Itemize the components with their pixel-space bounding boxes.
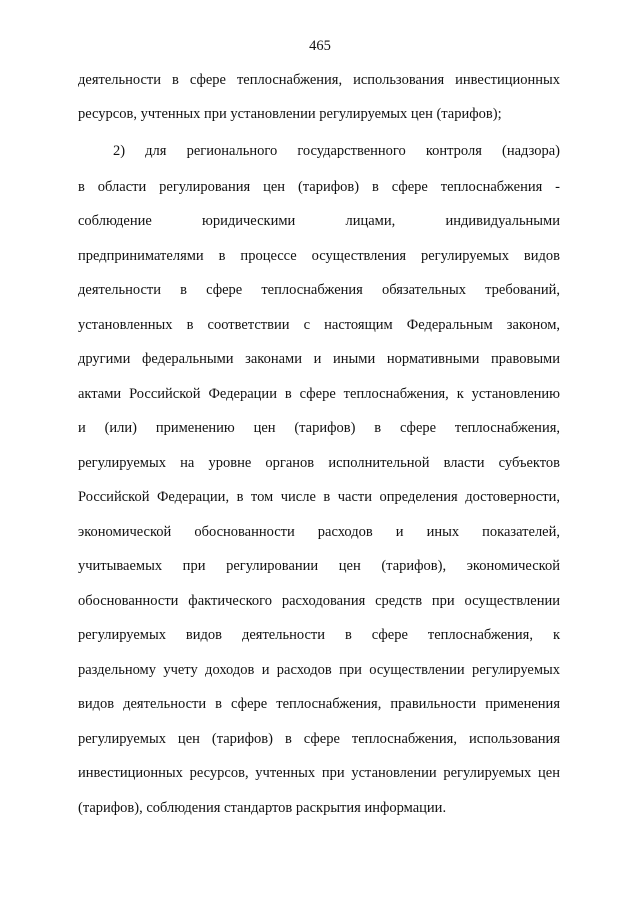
text-line-7: деятельности в сфере теплоснабжения обязательных требований, — [78, 282, 560, 298]
text-line-16: обоснованности фактического расходования средств при осуществлении — [78, 593, 560, 609]
text-line-13: Российской Федерации, в том числе в части определения достоверности, — [78, 489, 560, 505]
text-line-12: регулируемых на уровне органов исполнительной власти субъектов — [78, 455, 560, 471]
text-line-9: другими федеральными законами и иными нормативными правовыми — [78, 351, 560, 367]
text-line-11: и (или) применению цен (тарифов) в сфере теплоснабжения, — [78, 420, 560, 436]
text-line-8: установленных в соответствии с настоящим Федеральным законом, — [78, 317, 560, 333]
text-line-22: (тарифов), соблюдения стандартов раскрытия информации. — [78, 800, 447, 816]
text-line-2: ресурсов, учтенных при установлении регулируемых цен (тарифов); — [78, 106, 502, 122]
text-line-4: в области регулирования цен (тарифов) в сфере теплоснабжения - — [78, 179, 560, 195]
text-line-17: регулируемых видов деятельности в сфере теплоснабжения, к — [78, 627, 560, 643]
text-line-20: регулируемых цен (тарифов) в сфере теплоснабжения, использования — [78, 731, 560, 747]
text-line-14: экономической обоснованности расходов и иных показателей, — [78, 524, 560, 540]
text-line-6: предпринимателями в процессе осуществления регулируемых видов — [78, 248, 560, 264]
text-line-5: соблюдение юридическими лицами, индивидуальными — [78, 213, 560, 229]
text-line-18: раздельному учету доходов и расходов при осуществлении регулируемых — [78, 662, 560, 678]
text-line-10: актами Российской Федерации в сфере теплоснабжения, к установлению — [78, 386, 560, 402]
text-line-1: деятельности в сфере теплоснабжения, использования инвестиционных — [78, 72, 560, 88]
page-number: 465 — [309, 38, 331, 54]
text-line-15: учитываемых при регулировании цен (тарифов), экономической — [78, 558, 560, 574]
text-line-19: видов деятельности в сфере теплоснабжения, правильности применения — [78, 696, 560, 712]
text-line-3: 2) для регионального государственного контроля (надзора) — [113, 143, 560, 159]
text-line-21: инвестиционных ресурсов, учтенных при установлении регулируемых цен — [78, 765, 560, 781]
